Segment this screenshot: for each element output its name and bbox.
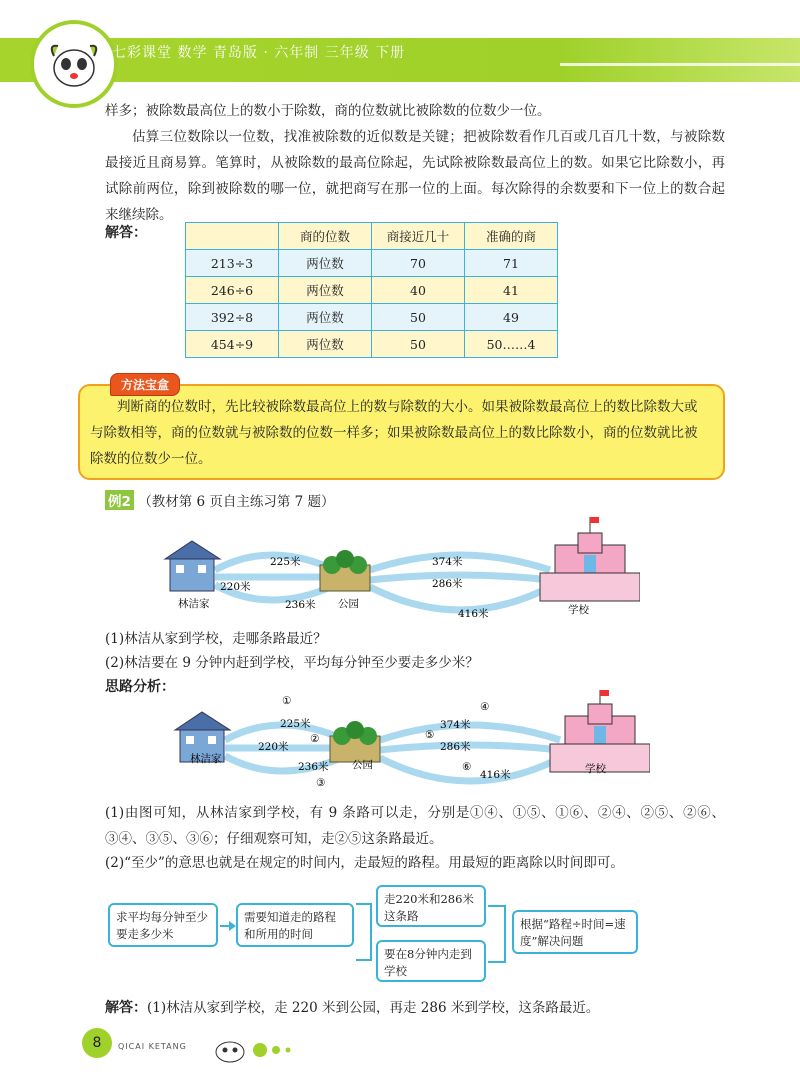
- house-icon: [165, 541, 220, 591]
- route-number: ⑥: [462, 761, 472, 773]
- example-heading: [105, 490, 335, 510]
- school-label: 学校: [568, 604, 589, 616]
- table-cell: 两位数: [279, 331, 372, 358]
- table-row: [186, 304, 558, 331]
- table-cell: 40: [372, 277, 465, 304]
- footer-mascot-icon: [200, 1028, 300, 1068]
- distance-label: 374米: [432, 556, 463, 568]
- page-number: 8: [82, 1028, 112, 1058]
- route-map-1: [160, 515, 640, 625]
- table-cell: 49: [465, 304, 558, 331]
- table-header-cell: [186, 223, 279, 250]
- table-row: [186, 250, 558, 277]
- table-cell: 41: [465, 277, 558, 304]
- table-row: [186, 277, 558, 304]
- flow-merge: [488, 905, 506, 963]
- route-number: ②: [310, 733, 320, 745]
- header-stripe: [560, 63, 800, 66]
- question-1: (1)林洁从家到学校，走哪条路最近？: [105, 631, 327, 647]
- distance-label: 225米: [280, 718, 311, 730]
- flow-box-method: 根据“路程÷时间=速度”解决问题: [512, 910, 638, 954]
- flow-box-distance: 走220米和286米这条路: [376, 885, 486, 927]
- flow-box-need: 需要知道走的路程和所用的时间: [236, 903, 354, 947]
- table-cell: 392÷8: [186, 304, 279, 331]
- table-cell: 50: [372, 304, 465, 331]
- table-cell: 50……4: [465, 331, 558, 358]
- header-mascot-circle: [30, 20, 118, 108]
- distance-label: 220米: [220, 581, 251, 593]
- method-tip-tag: 方法宝盒: [110, 373, 180, 396]
- table-cell: 71: [465, 250, 558, 277]
- route-number: ①: [282, 695, 292, 707]
- flow-branch: [356, 903, 372, 961]
- distance-label: 286米: [440, 741, 471, 753]
- park-icon: [320, 550, 370, 591]
- distance-label: 416米: [458, 608, 489, 620]
- table-cell: 70: [372, 250, 465, 277]
- final-answer: [105, 996, 599, 1017]
- table-row: [186, 331, 558, 358]
- question-2: (2)林洁要在 9 分钟内赶到学校，平均每分钟至少要走多少米？: [105, 655, 479, 671]
- distance-label: 374米: [440, 719, 471, 731]
- home-label: 林洁家: [190, 753, 222, 765]
- distance-label: 416米: [480, 769, 511, 781]
- distance-label: 236米: [298, 761, 329, 773]
- table-cell: 两位数: [279, 304, 372, 331]
- mascot-icon: [34, 24, 114, 104]
- table-header-cell: 商接近几十: [372, 223, 465, 250]
- route-number: ④: [480, 701, 490, 713]
- answer-label: 解答：: [105, 225, 147, 241]
- distance-label: 225米: [270, 556, 301, 568]
- flow-box-time: 要在8分钟内走到学校: [376, 940, 486, 982]
- header-title: 七彩课堂 数学 青岛版 · 六年制 三年级 下册: [112, 45, 406, 61]
- table-cell: 213÷3: [186, 250, 279, 277]
- answer-table: [185, 222, 558, 358]
- school-icon: [550, 690, 650, 772]
- flow-box-goal: 求平均每分钟至少要走多少米: [108, 903, 218, 947]
- distance-label: 286米: [432, 578, 463, 590]
- final-answer-text: (1)林洁从家到学校，走 220 米到公园，再走 286 米到学校，这条路最近。: [147, 1000, 600, 1016]
- distance-label: 236米: [285, 599, 316, 611]
- table-cell: 两位数: [279, 250, 372, 277]
- analysis-paragraph-2: (2)“至少”的意思也就是在规定的时间内，走最短的路程。用最短的距离除以时间即可。: [105, 855, 624, 871]
- example-source: （教材第 6 页自主练习第 7 题）: [138, 494, 335, 510]
- footer-brand: QICAI KETANG: [118, 1042, 187, 1051]
- road-6: [370, 587, 550, 610]
- school-label: 学校: [585, 763, 606, 775]
- method-tip-text: 判断商的位数时，先比较被除数最高位上的数与除数的大小。如果被除数最高位上的数比除数大或与除数相等，商的位数就与被除数的位数一样多；如果被除数最高位上的数比除数小，商的位数就比被除数的位数少一位。: [90, 399, 698, 467]
- final-answer-label: 解答：: [105, 1000, 147, 1016]
- route-number: ⑤: [425, 729, 435, 741]
- home-label: 林洁家: [178, 598, 210, 610]
- example-tag: 例2: [105, 490, 134, 510]
- table-header-row: [186, 223, 558, 250]
- intro-line-1: 样多；被除数最高位上的数小于除数，商的位数就比被除数的位数少一位。: [105, 103, 551, 119]
- park-label: 公园: [338, 598, 359, 610]
- school-icon: [540, 517, 640, 601]
- route-map-2: [170, 690, 650, 800]
- table-cell: 246÷6: [186, 277, 279, 304]
- table-cell: 50: [372, 331, 465, 358]
- park-label: 公园: [352, 759, 373, 771]
- route-number: ③: [316, 777, 326, 789]
- table-cell: 两位数: [279, 277, 372, 304]
- table-header-cell: 准确的商: [465, 223, 558, 250]
- table-header-cell: 商的位数: [279, 223, 372, 250]
- park-icon: [330, 721, 380, 762]
- intro-paragraph-2: 估算三位数除以一位数，找准被除数的近似数是关键；把被除数看作几百或几百几十数，与被除数最接近且商易算。笔算时，从被除数的最高位除起，先试除被除数最高位上的数。如果它比除数小，再试除前两位，除到被除数的哪一位，就把商写在那一位的上面。每次除得的余数要和下一位上的数合起来继续除。: [105, 129, 725, 223]
- table-cell: 454÷9: [186, 331, 279, 358]
- flow-arrow: [220, 925, 230, 927]
- analysis-label: 思路分析：: [105, 679, 175, 695]
- analysis-paragraph-1: (1)由图可知，从林洁家到学校，有 9 条路可以走，分别是①④、①⑤、①⑥、②④、②⑤、②⑥、③④、③⑤、③⑥；仔细观察可知，走②⑤这条路最近。: [105, 805, 725, 847]
- distance-label: 220米: [258, 741, 289, 753]
